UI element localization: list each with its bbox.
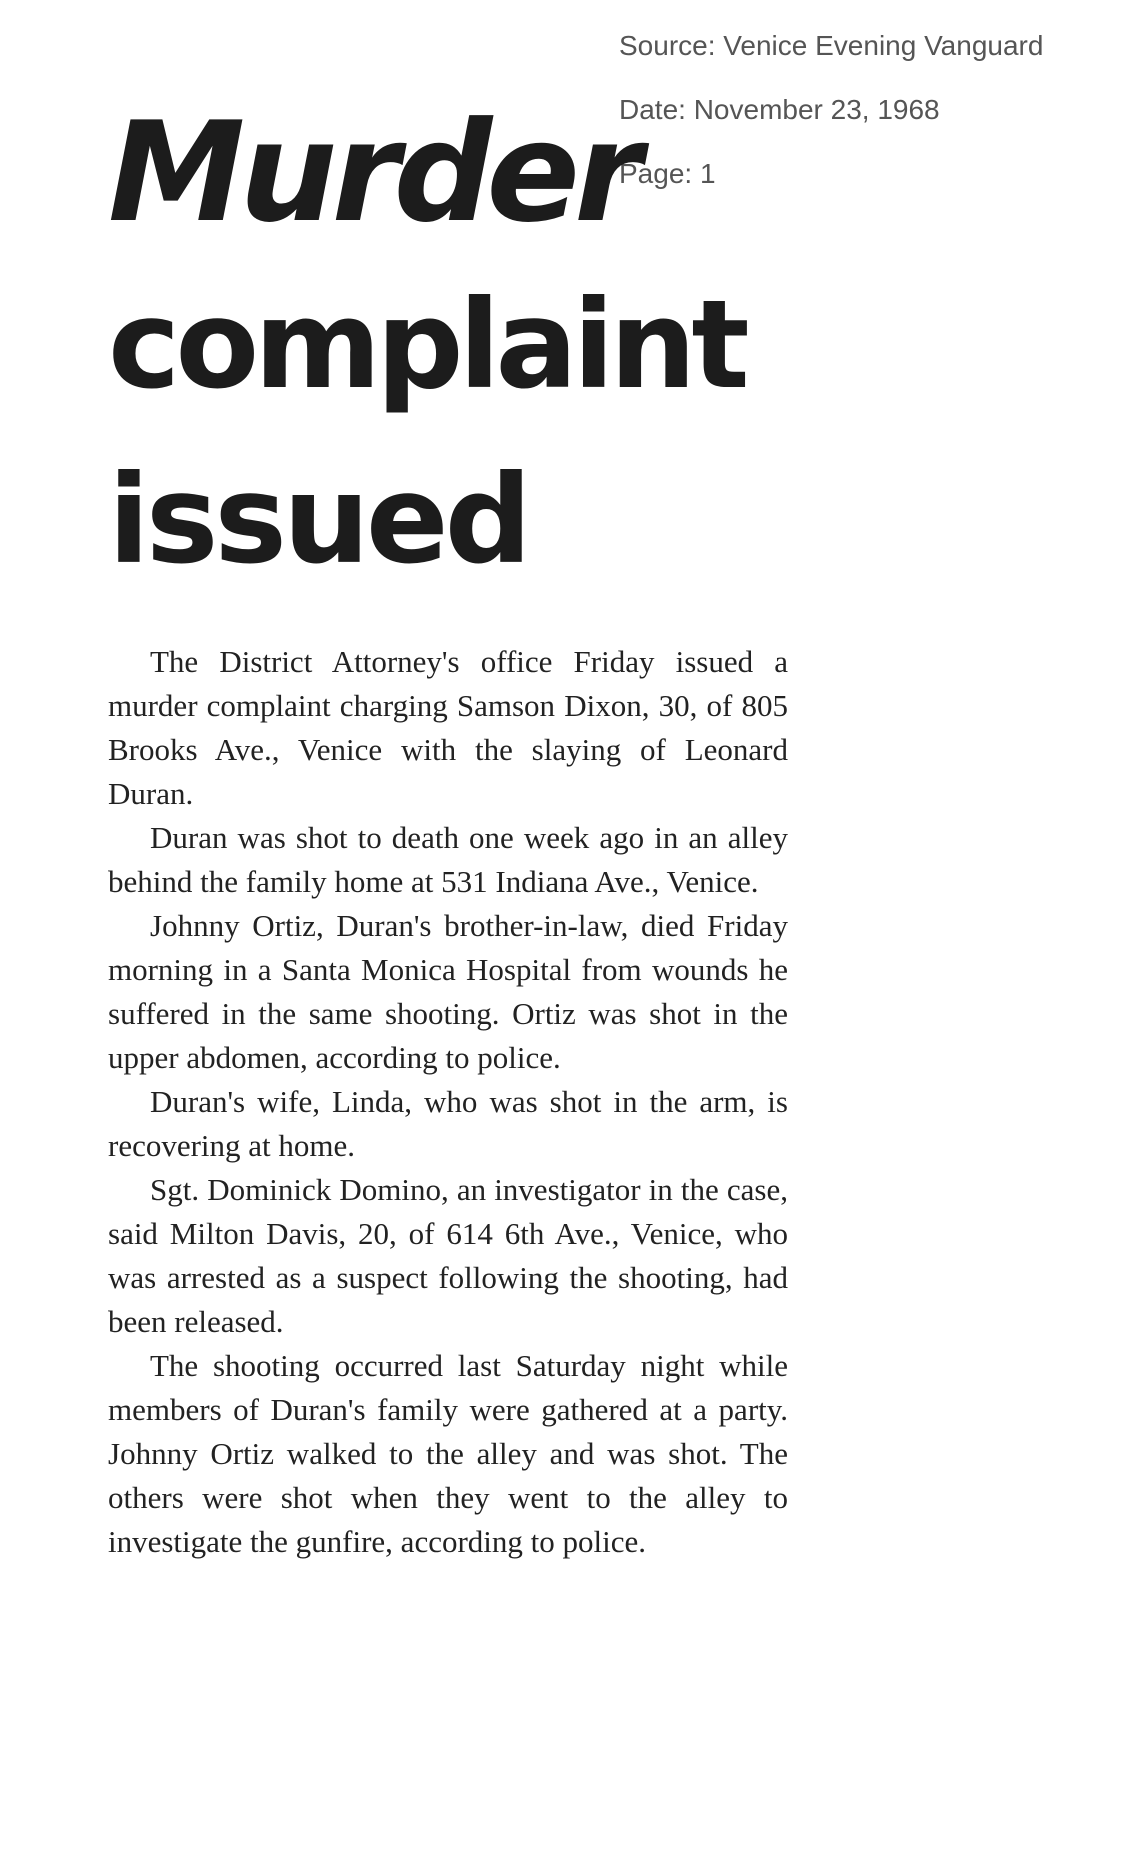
article-body	[108, 640, 788, 1564]
article-paragraph: Duran's wife, Linda, who was shot in the arm, is recovering at home.	[108, 1084, 788, 1163]
article-paragraph: The District Attorney's office Friday issued a murder complaint charging Samson Dixon, 30, of 805 Brooks Ave., Venice with the slaying of Leonard Duran.	[108, 644, 788, 811]
source-line: Source: Venice Evening Vanguard	[619, 30, 1044, 61]
headline-line-1: Murder	[108, 92, 637, 253]
article-paragraph: Johnny Ortiz, Duran's brother-in-law, died Friday morning in a Santa Monica Hospital from wounds he suffered in the same shooting. Ortiz was shot in the upper abdomen, according to police.	[108, 908, 788, 1075]
headline	[108, 88, 745, 608]
headline-line-2: complaint	[108, 274, 745, 416]
page-line: Page: 1	[619, 158, 716, 189]
article-paragraph: Duran was shot to death one week ago in an alley behind the family home at 531 Indiana Ave., Venice.	[108, 820, 788, 899]
headline-line-3: issued	[108, 449, 528, 591]
article-paragraph: Sgt. Dominick Domino, an investigator in the case, said Milton Davis, 20, of 614 6th Ave., Venice, who was arrested as a suspect following the shooting, had been released.	[108, 1172, 788, 1339]
date-line: Date: November 23, 1968	[619, 94, 940, 125]
article-paragraph: The shooting occurred last Saturday night while members of Duran's family were gathered at a party. Johnny Ortiz walked to the alley and was shot. The others were shot when they went to the alley to investigate the gunfire, according to police.	[108, 1348, 788, 1559]
